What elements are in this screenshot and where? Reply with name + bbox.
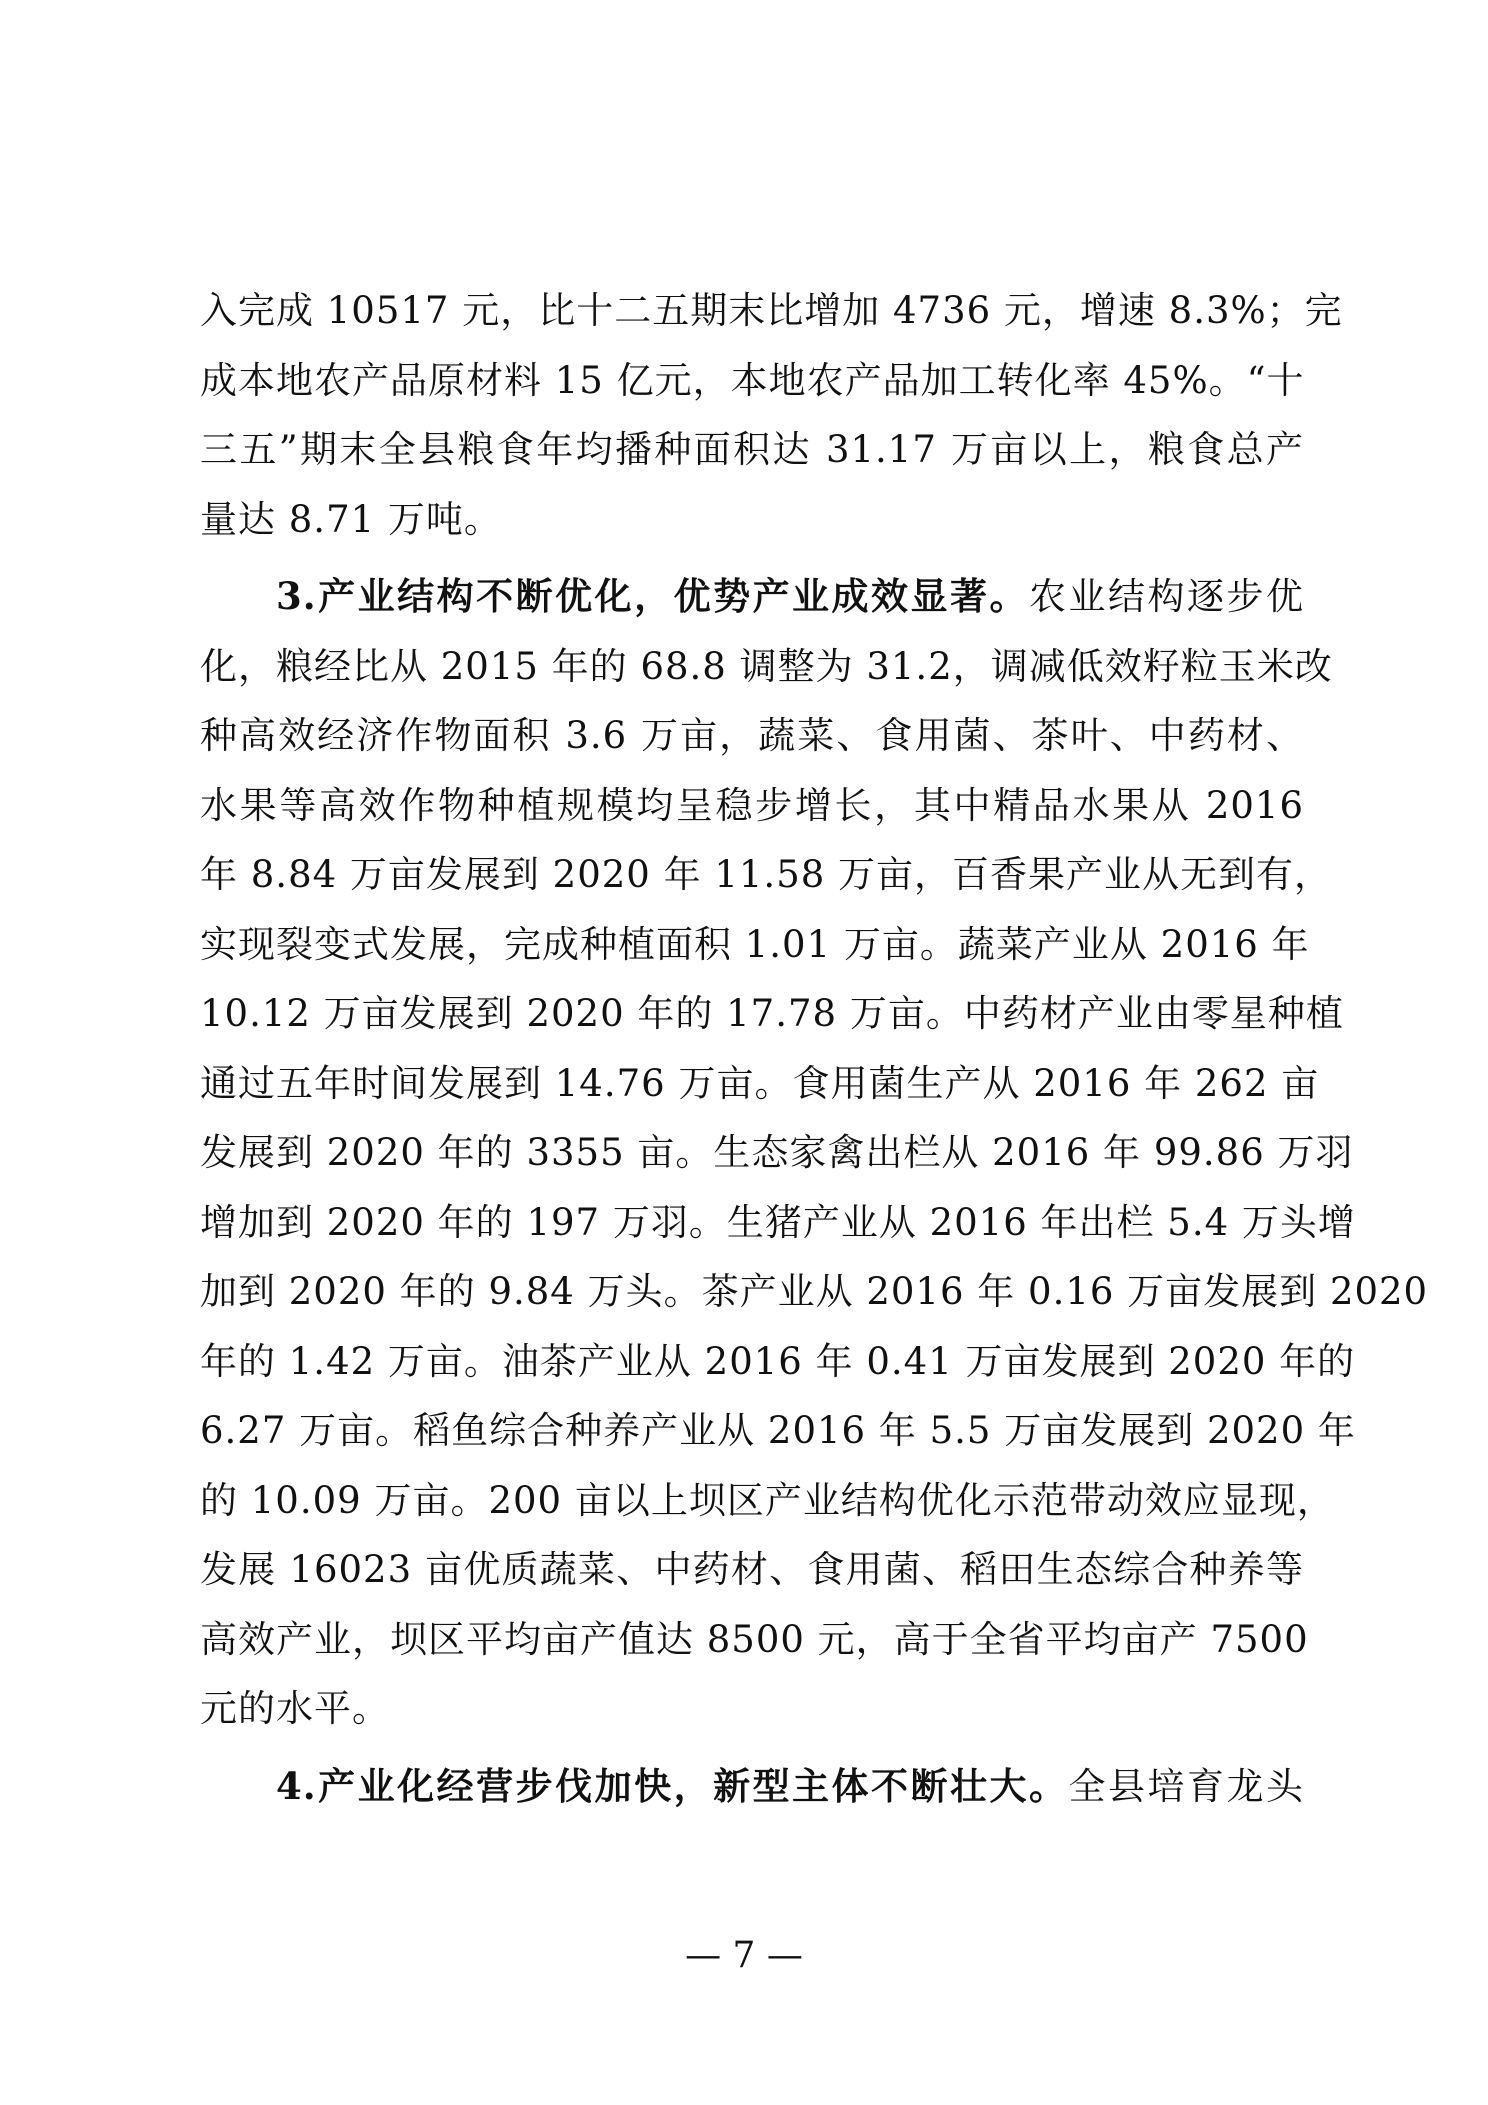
text-line: 通过五年时间发展到 14.76 万亩。食用菌生产从 2016 年 262 亩 (200, 1061, 1320, 1105)
paragraph-income-output (200, 276, 1343, 554)
text-line: 成本地农产品原材料 15 亿元，本地农产品加工转化率 45%。“十 (200, 358, 1305, 402)
text-line: 三五”期末全县粮食年均播种面积达 31.17 万亩以上，粮食总产 (200, 428, 1304, 471)
text-fragment: 农业结构逐步优 (1029, 575, 1305, 618)
text-line: 发展到 2020 年的 3355 亩。生态家禽出栏从 2016 年 99.86 万羽 (200, 1131, 1354, 1174)
paragraph-industrialization (200, 1752, 1304, 1822)
paragraph-first-line (200, 1752, 1304, 1822)
text-line: 10.12 万亩发展到 2020 年的 17.78 万亩。中药材产业由零星种植 (200, 992, 1344, 1035)
text-line: 量达 8.71 万吨。 (200, 497, 502, 541)
text-line: 高效产业，坝区平均亩产值达 8500 元，高于全省平均亩产 7500 (200, 1617, 1309, 1661)
paragraph-first-line (200, 562, 1304, 632)
text-line: 的 10.09 万亩。200 亩以上坝区产业结构优化示范带动效应显现， (200, 1478, 1335, 1522)
text-line: 6.27 万亩。稻鱼综合种养产业从 2016 年 5.5 万亩发展到 2020 年 (200, 1409, 1356, 1452)
text-line: 种高效经济作物面积 3.6 万亩，蔬菜、食用菌、茶叶、中药材、 (200, 714, 1304, 757)
page-number: — 7 — (685, 1935, 803, 1976)
text-line: 年的 1.42 万亩。油茶产业从 2016 年 0.41 万亩发展到 2020 年的 (200, 1339, 1356, 1383)
text-line: 实现裂变式发展，完成种植面积 1.01 万亩。蔬菜产业从 2016 年 (200, 922, 1310, 966)
text-line: 加到 2020 年的 9.84 万头。茶产业从 2016 年 0.16 万亩发展到 2020 (200, 1270, 1429, 1313)
section-heading: 4.产业化经营步伐加快，新型主体不断壮大。 (276, 1763, 1069, 1808)
text-line: 增加到 2020 年的 197 万羽。生猪产业从 2016 年出栏 5.4 万头增 (200, 1200, 1356, 1244)
text-line: 发展 16023 亩优质蔬菜、中药材、食用菌、稻田生态综合种养等 (200, 1548, 1304, 1591)
body-text (200, 276, 1429, 1821)
text-line: 水果等高效作物种植规模均呈稳步增长，其中精品水果从 2016 (200, 783, 1304, 827)
paragraph-industry-structure (200, 562, 1429, 1744)
text-line: 元的水平。 (200, 1687, 390, 1730)
text-line: 年 8.84 万亩发展到 2020 年 11.58 万亩，百香果产业从无到有， (200, 853, 1333, 896)
text-line: 化，粮经比从 2015 年的 68.8 调整为 31.2，调减低效籽粒玉米改 (200, 644, 1333, 688)
text-fragment: 全县培育龙头 (1068, 1764, 1305, 1808)
section-heading: 3.产业结构不断优化，优势产业成效显著。 (276, 574, 1030, 618)
text-line: 入完成 10517 元，比十二五期末比增加 4736 元，增速 8.3%；完 (200, 289, 1343, 332)
